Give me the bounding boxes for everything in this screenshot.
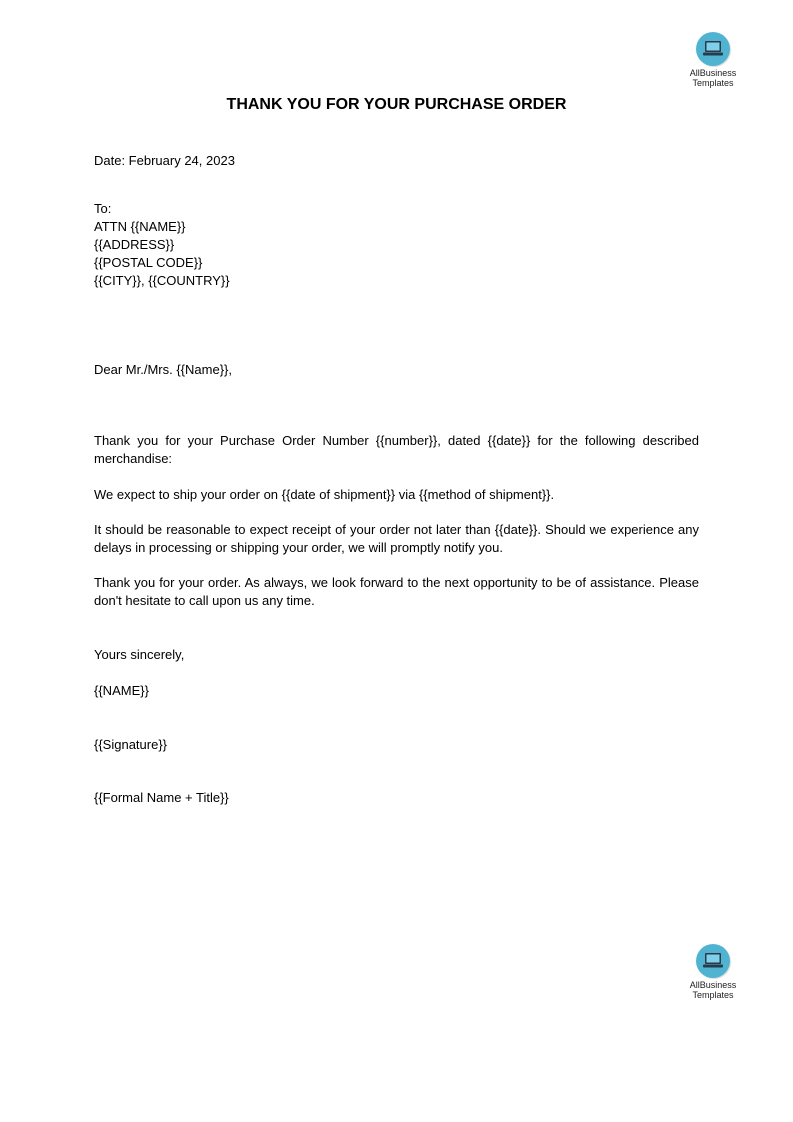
body-paragraph-1: Thank you for your Purchase Order Number {{number}}, dated {{date}} for the following described merchandise: xyxy=(94,433,699,466)
recipient-postal: {{POSTAL CODE}} xyxy=(94,255,203,270)
closing-name: {{NAME}} xyxy=(94,683,149,698)
logo-text-line1: AllBusiness xyxy=(689,68,737,78)
recipient-address: {{ADDRESS}} xyxy=(94,237,175,252)
logo-text-line2: Templates xyxy=(692,78,734,88)
body-paragraph-2: We expect to ship your order on {{date of shipment}} via {{method of shipment}}. xyxy=(94,487,555,502)
brand-logo-bottom xyxy=(683,944,743,1000)
recipient-to: To: xyxy=(94,201,112,216)
brand-logo-top xyxy=(683,32,743,88)
logo-text-line2: Templates xyxy=(692,990,734,1000)
laptop-icon xyxy=(696,944,730,978)
closing-formal-name: {{Formal Name + Title}} xyxy=(94,790,229,805)
sign-off: Yours sincerely, xyxy=(94,647,185,662)
logo-text-line1: AllBusiness xyxy=(689,980,737,990)
closing-signature: {{Signature}} xyxy=(94,737,168,752)
date-line: Date: February 24, 2023 xyxy=(94,153,235,168)
recipient-city-country: {{CITY}}, {{COUNTRY}} xyxy=(94,273,230,288)
body-paragraph-4: Thank you for your order. As always, we look forward to the next opportunity to be of assistance. Please don't hesitate to call upon us any time. xyxy=(94,575,699,608)
body-paragraph-3: It should be reasonable to expect receipt of your order not later than {{date}}. Should we experience any delays in processing or shipping your order, we will promptly notify you. xyxy=(94,522,699,555)
recipient-attn: ATTN {{NAME}} xyxy=(94,219,186,234)
salutation: Dear Mr./Mrs. {{Name}}, xyxy=(94,362,232,377)
laptop-icon xyxy=(696,32,730,66)
document-title: THANK YOU FOR YOUR PURCHASE ORDER xyxy=(226,96,567,113)
